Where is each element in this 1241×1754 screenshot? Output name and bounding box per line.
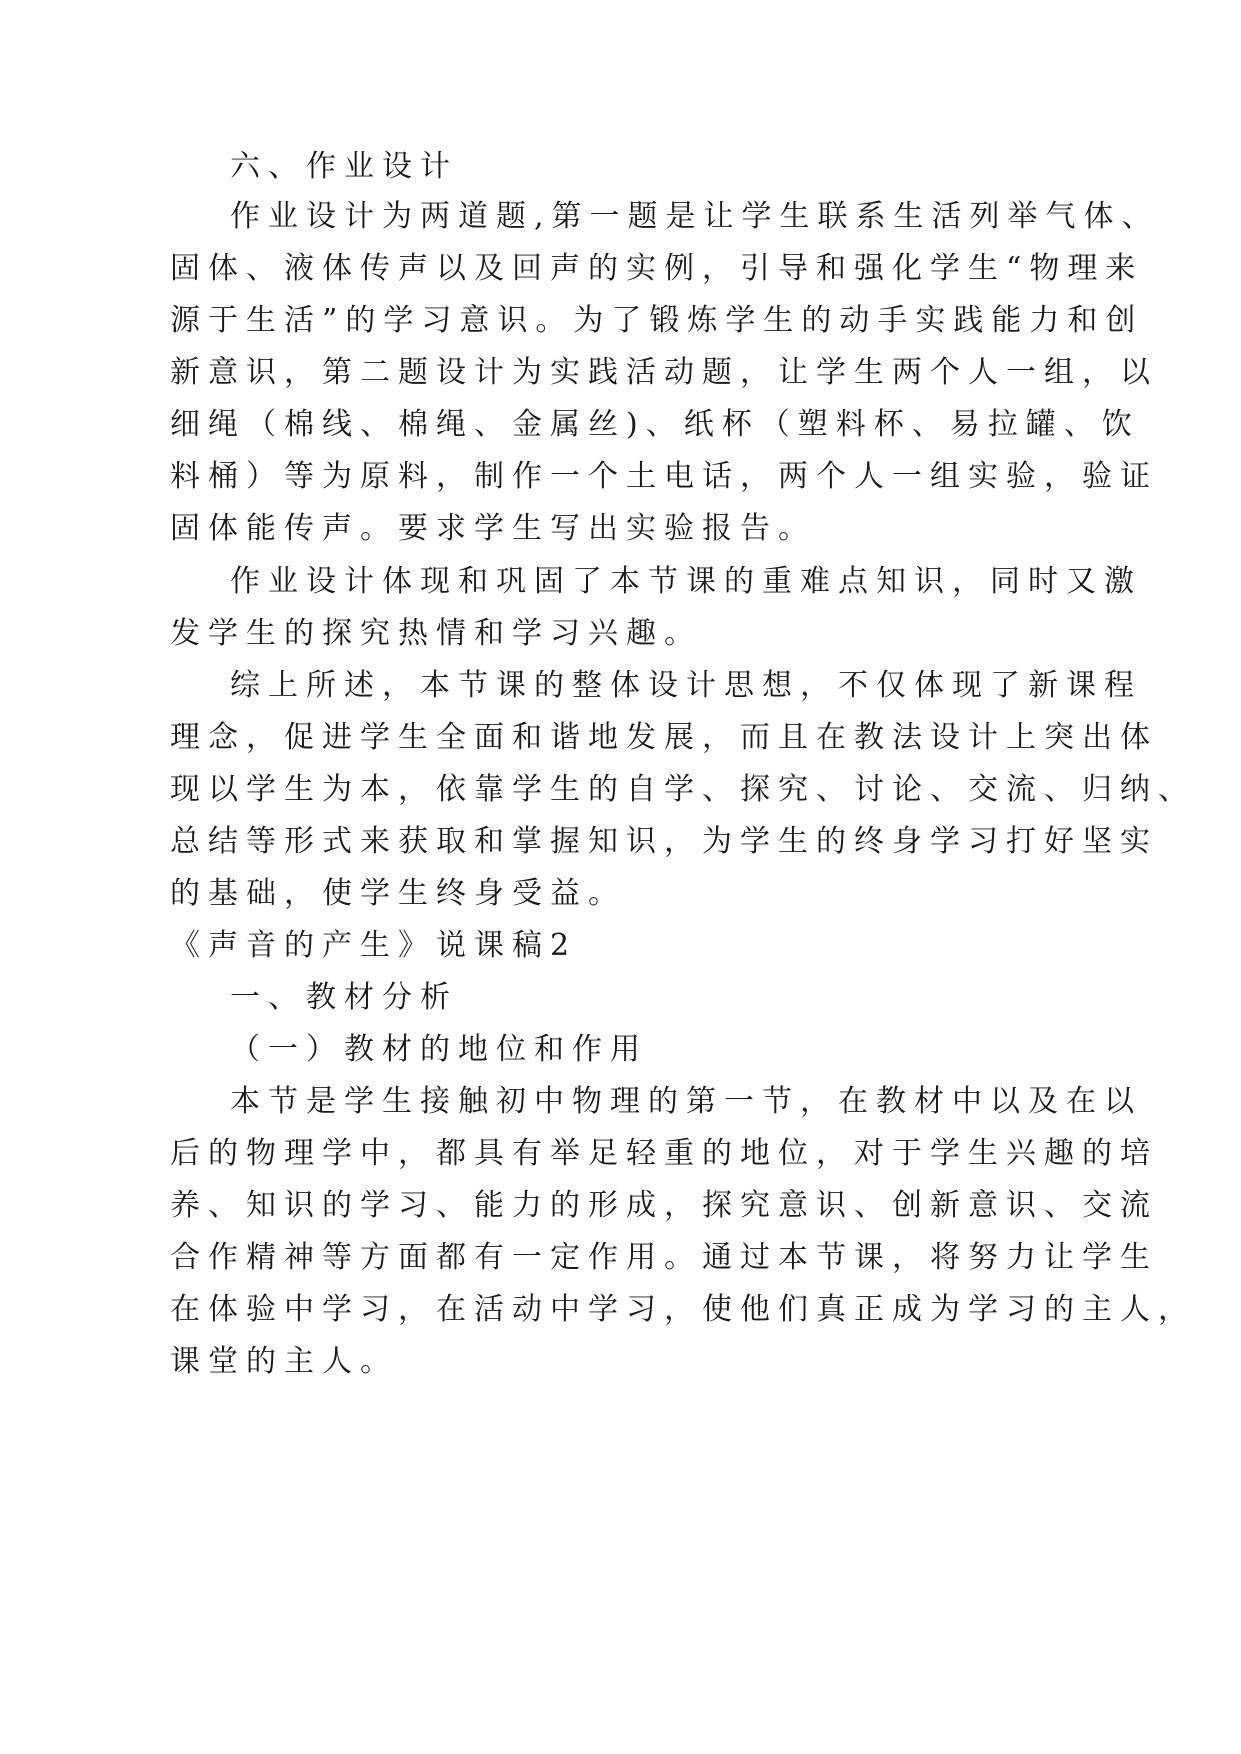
paragraph-line: 新意识，第二题设计为实践活动题，让学生两个人一组，以: [170, 355, 1158, 390]
paragraph-line: 细绳（棉线、棉绳、金属丝)、纸杯（塑料杯、易拉罐、饮: [170, 407, 1140, 442]
section-heading-homework: 六、作业设计: [230, 149, 458, 184]
paragraph-line: 源于生活”的学习意识。为了锻炼学生的动手实践能力和创: [170, 303, 1144, 338]
paragraph-line: 的基础，使学生终身受益。: [170, 876, 626, 911]
paragraph-line: 现以学生为本，依靠学生的自学、探究、讨论、交流、归纳、: [170, 772, 1196, 807]
paragraph-line: 作业设计体现和巩固了本节课的重难点知识，同时又激: [230, 564, 1142, 599]
paragraph-line: 后的物理学中，都具有举足轻重的地位，对于学生兴趣的培: [170, 1136, 1158, 1171]
paragraph-line: 理念，促进学生全面和谐地发展，而且在教法设计上突出体: [170, 720, 1158, 755]
section-heading-textbook-analysis: 一、教材分析: [230, 980, 458, 1015]
paragraph-line: 发学生的探究热情和学习兴趣。: [170, 616, 702, 651]
paragraph-line: 养、知识的学习、能力的形成，探究意识、创新意识、交流: [170, 1188, 1158, 1223]
paragraph-line: 作业设计为两道题,第一题是让学生联系生活列举气体、: [230, 199, 1160, 234]
paragraph-line: 总结等形式来获取和掌握知识，为学生的终身学习打好坚实: [170, 824, 1158, 859]
paragraph-line: 固体能传声。要求学生写出实验报告。: [170, 511, 816, 546]
paragraph-line: 综上所述，本节课的整体设计思想，不仅体现了新课程: [230, 668, 1142, 703]
paragraph-line: 料桶）等为原料，制作一个土电话，两个人一组实验，验证: [170, 459, 1158, 494]
paragraph-line: 合作精神等方面都有一定作用。通过本节课，将努力让学生: [170, 1240, 1158, 1275]
paragraph-line: 课堂的主人。: [170, 1344, 398, 1379]
paragraph-line: 本节是学生接触初中物理的第一节，在教材中以及在以: [230, 1084, 1142, 1119]
document-title: 《声音的产生》说课稿2: [170, 928, 578, 963]
subsection-heading: （一）教材的地位和作用: [230, 1032, 648, 1067]
paragraph-line: 固体、液体传声以及回声的实例，引导和强化学生“物理来: [170, 251, 1144, 286]
paragraph-line: 在体验中学习，在活动中学习，使他们真正成为学习的主人，: [170, 1292, 1196, 1327]
